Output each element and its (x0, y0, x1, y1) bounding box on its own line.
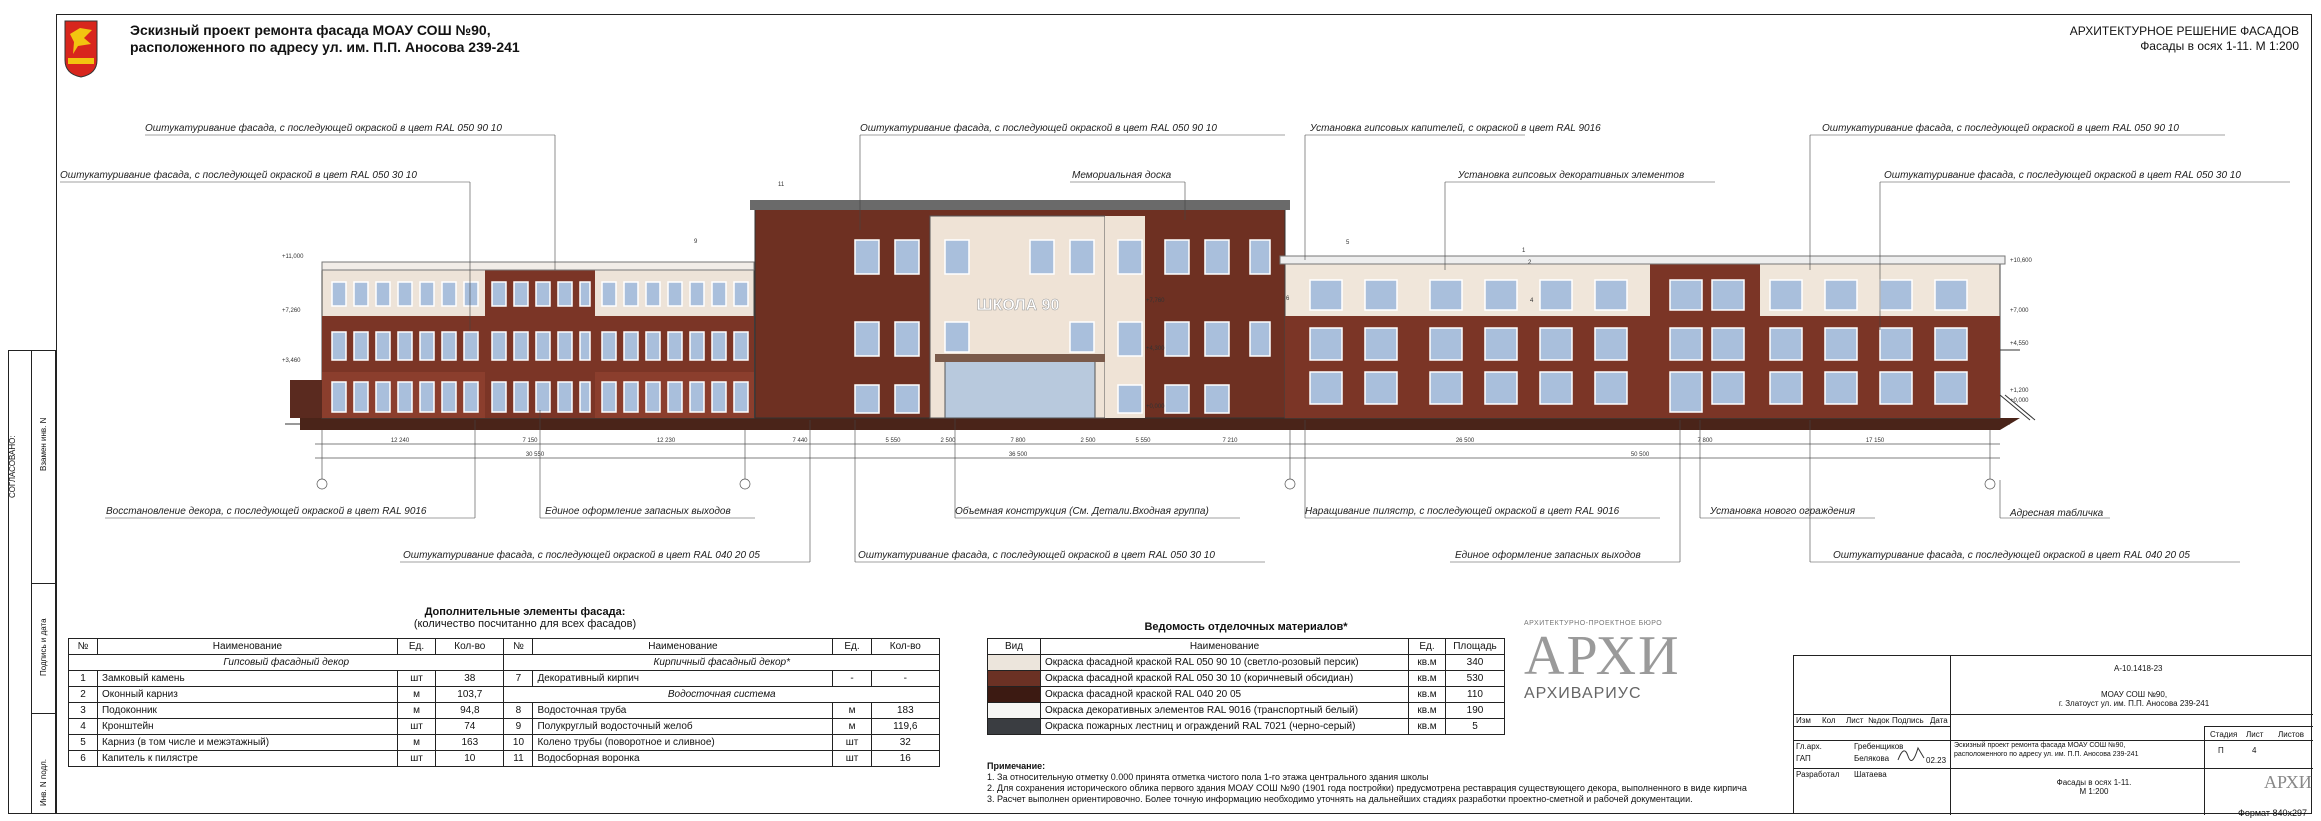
dim-top-1: 12 240 (390, 438, 410, 444)
mark-9: +4,550 (2010, 341, 2029, 347)
table-row: 3 Подоконник м 94,8 8 Водосточная труба м 183 (69, 703, 940, 719)
annotation-capitals: Установка гипсовых капителей, с окраской в цвет RAL 9016 (1310, 123, 1601, 134)
school-sign: ШКОЛА 90 (976, 297, 1060, 314)
annotation-plaster-center: Оштукатуривание фасада, с последующей окраской в цвет RAL 050 90 10 (860, 123, 1217, 134)
mark-5: +4,300 (1146, 346, 1165, 352)
dim-top-6: 2 500 (940, 438, 956, 444)
dim-top-8: 2 500 (1080, 438, 1096, 444)
annotation-plaster-top-left: Оштукатуривание фасада, с последующей окраской в цвет RAL 050 90 10 (145, 123, 502, 134)
table-row: 2 Оконный карниз м 103,7 Водосточная система (69, 687, 940, 703)
table-row: Окраска фасадной краской RAL 040 20 05 кв.м 110 (988, 687, 1505, 703)
table-row: Окраска фасадной краской RAL 050 90 10 (светло-розовый персик) кв.м 340 (988, 655, 1505, 671)
callout-1: 1 (1522, 248, 1526, 254)
mark-2: +7,260 (282, 308, 301, 314)
table-row: Окраска декоративных элементов RAL 9016 (транспортный белый) кв.м 190 (988, 703, 1505, 719)
annotation-plaster-left: Оштукатуривание фасада, с последующей окраской в цвет RAL 050 30 10 (60, 170, 417, 181)
annotation-exits-left: Единое оформление запасных выходов (545, 506, 731, 517)
table2-title: Ведомость отделочных материалов* (1144, 621, 1348, 633)
table-row: 5 Карниз (в том числе и межэтажный) м 163 10 Колено трубы (поворотное и сливное) шт 32 (69, 735, 940, 751)
annotation-entrance-group: Объемная конструкция (См. Детали.Входная группа) (955, 506, 1209, 517)
dim-top-3: 12 230 (656, 438, 676, 444)
sheet-title: АРХИТЕКТУРНОЕ РЕШЕНИЕ ФАСАДОВ Фасады в осях 1-11. М 1:200 (2069, 24, 2299, 53)
facade-elements-table (68, 638, 940, 767)
fire-stair (2000, 350, 2035, 420)
annotation-plaster-bottom-right: Оштукатуривание фасада, с последующей окраской в цвет RAL 040 20 05 (1833, 550, 2190, 561)
annotation-address-plate: Адресная табличка (2010, 508, 2104, 519)
annotation-pilasters: Наращивание пилястр, с последующей окраской в цвет RAL 9016 (1305, 506, 1620, 517)
dim-top-10: 7 210 (1222, 438, 1238, 444)
dim-top-5: 5 550 (885, 438, 901, 444)
table-row: Окраска фасадной краской RAL 050 30 10 (коричневый обсидиан) кв.м 530 (988, 671, 1505, 687)
table-row: 1 Замковый камень шт 38 7 Декоративный кирпич - - (69, 671, 940, 687)
title-block: А-10.1418-23 МОАУ СОШ №90, г. Златоуст ул. им. П.П. Аносова 239-241 Изм Кол Лист №док Подпись Дата Гл.арх. Гребенщиков ГАП Белякова Разработал Шатаева 02.23 Эскизный проект ремонта фасада МОАУ СОШ №90, расположенного по адресу ул. им. П.П. Аносова 239-241 Стадия Лист Листов П 4 Фасады в осях 1-11. М 1:200 АРХИ (1793, 655, 2312, 814)
color-swatch (988, 719, 1041, 735)
dim-top-4: 7 440 (792, 438, 808, 444)
dim-bottom-1: 30 550 (525, 452, 545, 458)
table-row: Гипсовый фасадный декор Кирпичный фасадный декор* (69, 655, 940, 671)
annotation-new-fence: Установка нового ограждения (1710, 506, 1856, 517)
callout-4: 4 (1530, 298, 1534, 304)
annotation-plaster-right: Оштукатуривание фасада, с последующей окраской в цвет RAL 050 30 10 (1884, 170, 2241, 181)
callout-5: 5 (1346, 240, 1350, 246)
callout-9: 9 (694, 239, 698, 245)
callout-6: 6 (1286, 296, 1290, 302)
annotation-decor-elements: Установка гипсовых декоративных элементов (1458, 170, 1685, 181)
side-label-inv-replace: Взамен инв. N (39, 417, 48, 471)
annotation-plaster-bottom-left: Оштукатуривание фасада, с последующей окраской в цвет RAL 040 20 05 (403, 550, 760, 561)
dim-top-2: 7 150 (522, 438, 538, 444)
page-title: Эскизный проект ремонта фасада МОАУ СОШ №90, расположенного по адресу ул. им. П.П. Аносова 239-241 (130, 22, 520, 55)
finishing-materials-table (987, 638, 1505, 735)
annotation-memorial-plaque: Мемориальная доска (1072, 170, 1172, 181)
table-row: 4 Кронштейн шт 74 9 Полукруглый водосточный желоб м 119,6 (69, 719, 940, 735)
mark-8: +7,000 (2010, 308, 2029, 314)
annotation-plaster-top-right: Оштукатуривание фасада, с последующей окраской в цвет RAL 050 90 10 (1822, 123, 2179, 134)
mark-3: +3,460 (282, 358, 301, 364)
doc-code: А-10.1418-23 (2114, 664, 2163, 673)
annotation-plaster-bottom-center: Оштукатуривание фасада, с последующей окраской в цвет RAL 050 30 10 (858, 550, 1215, 561)
notes-block: Примечание: 1. За относительную отметку 0.000 принята отметка чистого пола 1-го этажа центрального здания школы 2. Для сохранения исторического облика первого здания МОАУ СОШ №90 (1901 года постройки) предусмотрена реставрация существующего декора, выполненного в виде кирпича 3. Расчет выполнен ориентировочно. Более точную информацию необходимо уточнять на дальнейших стадиях разработки проектно-сметной и рабочей документации. (987, 761, 1747, 804)
table-header-row: № Наименование Ед. Кол-во № Наименование Ед. Кол-во (69, 639, 940, 655)
sheet-name: Фасады в осях 1-11. М 1:200 (2056, 778, 2132, 796)
annotation-exits-right: Единое оформление запасных выходов (1455, 550, 1641, 561)
callout-11: 11 (778, 182, 785, 188)
side-label-agreed: СОГЛАСОВАНО: (8, 435, 17, 498)
mark-6: +0,000 (1146, 404, 1165, 410)
dim-bottom-3: 50 500 (1630, 452, 1650, 458)
object-name: МОАУ СОШ №90, г. Златоуст ул. им. П.П. Аносова 239-241 (2058, 690, 2210, 708)
dim-top-7: 7 800 (1010, 438, 1026, 444)
signature (1896, 742, 1926, 764)
dim-bottom-2: 36 500 (1008, 452, 1028, 458)
dim-top-9: 5 550 (1135, 438, 1151, 444)
mark-11: +0,000 (2010, 398, 2029, 404)
table-row: Окраска пожарных лестниц и ограждений RAL 7021 (черно-серый) кв.м 5 (988, 719, 1505, 735)
table-header-row: Вид Наименование Ед. Площадь (988, 639, 1505, 655)
mark-7: +10,600 (2010, 258, 2032, 264)
mark-10: +1,200 (2010, 388, 2029, 394)
mark-4: +7,760 (1146, 298, 1165, 304)
color-swatch (988, 703, 1041, 719)
dim-top-11: 26 500 (1455, 438, 1475, 444)
table-row: 6 Капитель к пилястре шт 10 11 Водосборная воронка шт 16 (69, 751, 940, 767)
dim-top-13: 17 150 (1865, 438, 1885, 444)
annotation-restore-decor: Восстановление декора, с последующей окраской в цвет RAL 9016 (106, 506, 427, 517)
side-label-sign-date: Подпись и дата (39, 618, 48, 676)
brand-mini-logo: АРХИ (2264, 772, 2312, 792)
mark-1: +11,000 (282, 254, 304, 260)
brand-logo: АРХИТЕКТУРНО-ПРОЕКТНОЕ БЮРО АРХИ АРХИВАРИУС (1524, 620, 1681, 702)
callout-2: 2 (1528, 260, 1532, 266)
color-swatch (988, 671, 1041, 687)
sheet-format: Формат 840х297 (2237, 808, 2307, 818)
dim-top-12: 7 800 (1697, 438, 1713, 444)
color-swatch (988, 655, 1041, 671)
table1-title: Дополнительные элементы фасада: (количество посчитанно для всех фасадов) (413, 606, 637, 630)
color-swatch (988, 687, 1041, 703)
side-label-inv-orig: Инв. N подл. (39, 758, 48, 806)
